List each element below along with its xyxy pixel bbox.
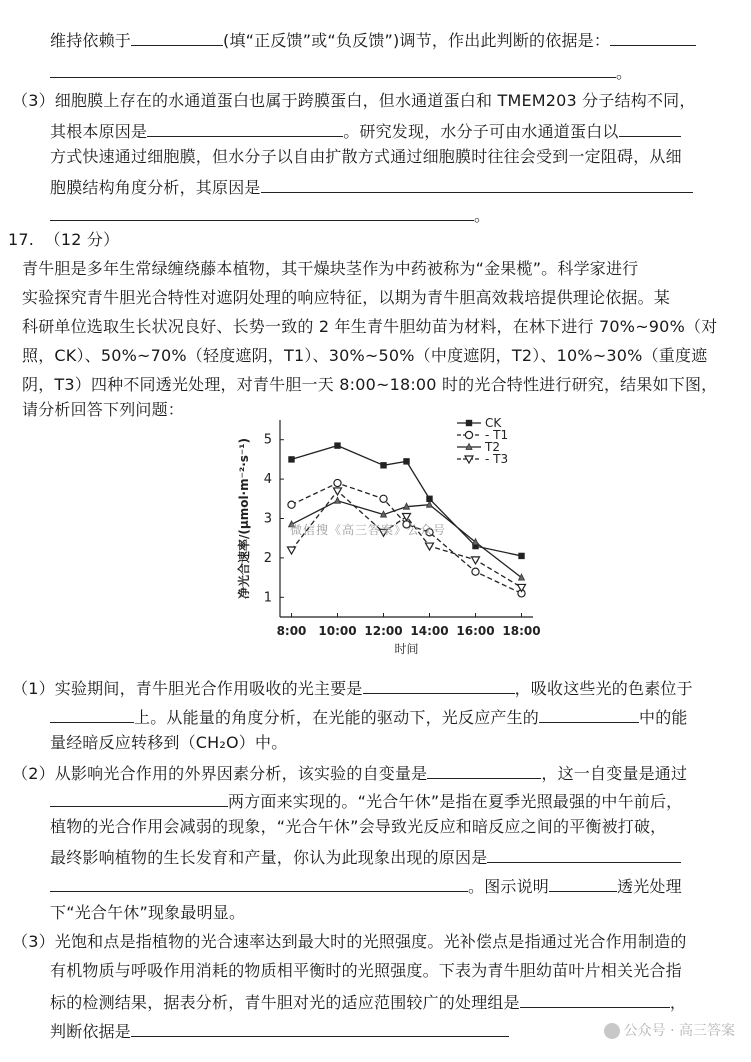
x-tick-label: 16:00 <box>456 624 495 638</box>
y-axis-label: 净光合速率/(μmol·m⁻²·s⁻¹) <box>237 438 251 599</box>
q17-2-line5: 。图示说明 透光处理 <box>50 874 682 897</box>
q17-3-line2: 有机物质与呼吸作用消耗的物质相平衡时的光照强度。下表为青牛胆幼苗叶片相关光合指 <box>50 961 682 980</box>
blank-independent-variable[interactable] <box>427 761 541 779</box>
q17-intro-6: 请分析回答下列问题： <box>22 400 185 419</box>
q16-3-line1: （3）细胞膜上存在的水通道蛋白也属于跨膜蛋白，但水通道蛋白和 TMEM203 分子结构不同， <box>12 91 696 110</box>
y-tick-label: 4 <box>263 472 272 488</box>
q17-1-line3: 量经暗反应转移到（CH₂O）中。 <box>50 733 288 752</box>
point-T3-5 <box>472 557 480 564</box>
footer-watermark: 公众号 · 高三答案 <box>604 1020 735 1040</box>
q17-3-line4: 判断依据是 <box>50 1019 509 1042</box>
blank-midday-depression-cause[interactable] <box>487 845 681 863</box>
point-T3-1 <box>334 488 342 495</box>
q17-1-line2: 上。从能量的角度分析，在光能的驱动下，光反应产生的 中的能 <box>50 705 688 728</box>
blank-transport-mode[interactable] <box>619 119 681 137</box>
x-tick-label: 10:00 <box>318 624 357 638</box>
q17-intro-3: 科研单位选取生长状况良好、长势一致的 2 年生青牛胆幼苗为材料，在林下进行 70%~90%（对 <box>22 317 718 336</box>
legend-marker-CK <box>466 420 472 426</box>
point-CK-3 <box>403 458 409 464</box>
chart-watermark: 微信搜《高三答案》公众号 <box>290 523 447 537</box>
x-tick-label: 14:00 <box>410 624 449 638</box>
q17-3-line1: （3）光饱和点是指植物的光合速率达到最大时的光照强度。光补偿点是指通过光合作用制造的 <box>12 932 687 951</box>
wechat-icon <box>604 1023 620 1039</box>
q17-intro-2: 实验探究青牛胆光合特性对遮阴处理的响应特征，以期为青牛胆高效栽培提供理论依据。某 <box>22 288 671 307</box>
point-CK-6 <box>518 553 524 559</box>
legend-label-T2: T2 <box>485 440 500 454</box>
q16-line1: 维持依赖于 (填“正反馈”或“负反馈”)调节，作出此判断的依据是： <box>50 28 696 51</box>
legend-label-T1: - T1 <box>485 428 509 442</box>
q16-line2: 。 <box>50 60 632 83</box>
blank-membrane-reason[interactable] <box>261 175 693 193</box>
q17-2-line3: 植物的光合作用会减弱的现象，“光合午休”会导致光反应和暗反应之间的平衡被打破， <box>50 817 667 836</box>
q16-3-line2: 其根本原因是 。研究发现，水分子可由水通道蛋白以 <box>50 119 681 142</box>
q16-3-line3: 方式快速通过细胞膜，但水分子以自由扩散方式通过细胞膜时往往会受到一定阻碍，从细 <box>50 147 682 166</box>
q16-3-line4: 胞膜结构角度分析，其原因是 <box>50 175 693 198</box>
point-T1-1 <box>334 479 341 486</box>
point-T3-0 <box>288 547 296 554</box>
x-tick-label: 18:00 <box>502 624 541 638</box>
point-CK-0 <box>288 456 294 462</box>
q17-2-line4: 最终影响植物的生长发育和产量，你认为此现象出现的原因是 <box>50 845 681 868</box>
q17-intro-5: 阴，T3）四种不同透光处理，对青牛胆一天 8:00~18:00 时的光合特性进行研究，结果如下图， <box>22 375 718 394</box>
blank-judgement-basis[interactable] <box>131 1019 509 1037</box>
x-axis-label: 时间 <box>394 642 419 656</box>
blank-feedback-type[interactable] <box>131 28 223 46</box>
q17-2-line6: 下“光合午休”现象最明显。 <box>50 903 246 922</box>
q17-2-line1: （2）从影响光合作用的外界因素分析，该实验的自变量是 ，这一自变量是通过 <box>12 761 687 784</box>
q17-2-line2: 两方面来实现的。“光合午休”是指在夏季光照最强的中午前后， <box>50 789 682 812</box>
q17-intro-4: 照，CK）、50%~70%（轻度遮阴，T1）、30%~50%（中度遮阴，T2）、10%~30%（重度遮 <box>22 346 708 365</box>
series-line-T1 <box>292 483 522 593</box>
blank-basis-cont[interactable] <box>50 60 616 78</box>
q17-header: 17. （12 分） <box>8 230 120 249</box>
point-CK-1 <box>334 442 340 448</box>
y-tick-label: 5 <box>263 432 272 448</box>
blank-absorbed-light[interactable] <box>363 676 515 694</box>
point-T2-4 <box>427 501 433 507</box>
point-CK-2 <box>380 462 386 468</box>
legend-label-T3: - T3 <box>485 452 509 466</box>
blank-two-aspects[interactable] <box>50 789 228 807</box>
point-T2-1 <box>335 497 341 503</box>
blank-wide-range-group[interactable] <box>520 990 670 1008</box>
y-tick-label: 1 <box>263 590 272 606</box>
x-tick-label: 12:00 <box>364 624 403 638</box>
y-tick-label: 2 <box>263 550 272 566</box>
blank-basis[interactable] <box>610 28 696 46</box>
q17-1-line1: （1）实验期间，青牛胆光合作用吸收的光主要是 ，吸收这些光的色素位于 <box>12 676 693 699</box>
point-T1-0 <box>288 501 295 508</box>
legend-label-CK: CK <box>485 416 502 430</box>
blank-midday-depression-cause-cont[interactable] <box>50 874 468 892</box>
legend-marker-T1 <box>465 431 472 438</box>
point-T1-5 <box>472 568 479 575</box>
x-tick-label: 8:00 <box>276 624 307 638</box>
q16-3-line5: 。 <box>50 203 490 226</box>
point-T1-2 <box>380 495 387 502</box>
q17-3-line3: 标的检测结果，据表分析，青牛胆对光的适应范围较广的处理组是 ， <box>50 990 686 1013</box>
blank-light-products[interactable] <box>539 705 639 723</box>
blank-treatment[interactable] <box>549 874 617 892</box>
series-line-T2 <box>292 501 522 578</box>
point-T2-5 <box>473 539 479 545</box>
blank-membrane-reason-cont[interactable] <box>50 203 474 221</box>
blank-root-cause[interactable] <box>147 119 343 137</box>
point-T2-6 <box>519 574 525 580</box>
y-tick-label: 3 <box>263 511 272 527</box>
blank-pigment-location[interactable] <box>50 705 134 723</box>
q17-intro-1: 青牛胆是多年生常绿缠绕藤本植物，其干燥块茎作为中药被称为“金果榄”。科学家进行 <box>22 259 639 278</box>
